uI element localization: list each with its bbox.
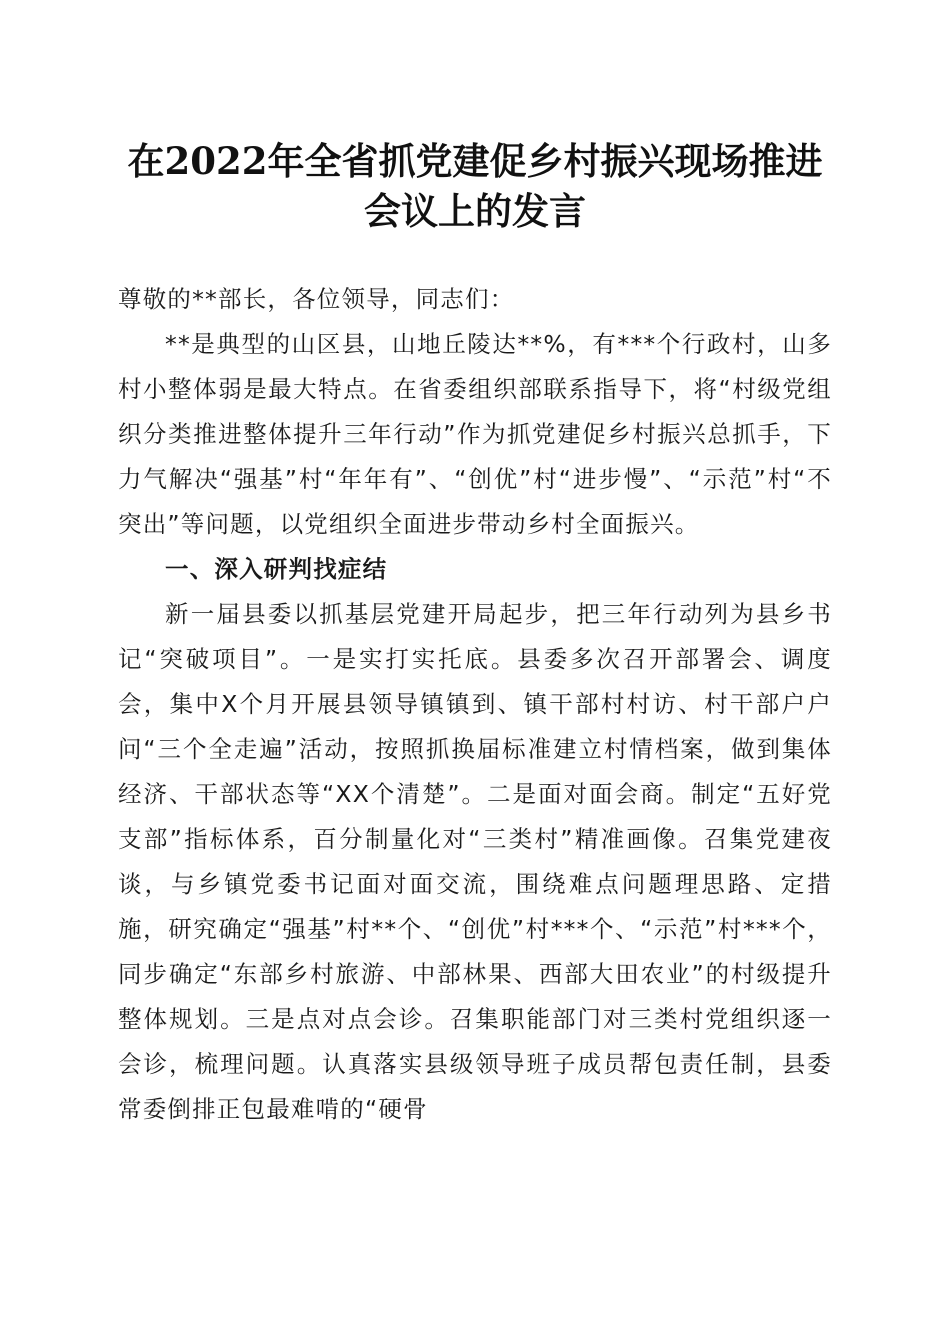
document-title: 在2022年全省抓党建促乡村振兴现场推进会议上的发言 (127, 139, 823, 233)
section-paragraph: 新一届县委以抓基层党建开局起步，把三年行动列为县乡书记“突破项目”。一是实打实托底。县委多次召开部署会、调度会，集中X个月开展县领导镇镇到、镇干部村村访、村干部户户问“三个全走遍”活动，按照抓换届标准建立村情档案，做到集体经济、干部状态等“XX个清楚”。二是面对面会商。制定“五好党支部”指标体系，百分制量化对“三类村”精准画像。召集党建夜谈，与乡镇党委书记面对面交流，围绕难点问题理思路、定措施，研究确定“强基”村**个、“创优”村***个、“示范”村***个，同步确定“东部乡村旅游、中部林果、西部大田农业”的村级提升整体规划。三是点对点会诊。召集职能部门对三类村党组织逐一会诊，梳理问题。认真落实县级领导班子成员帮包责任制，县委常委倒排正包最难啃的“硬骨 (118, 600, 832, 1123)
document-body (118, 277, 832, 1132)
salutation: 尊敬的**部长，各位领导，同志们： (118, 285, 515, 313)
intro-paragraph: **是典型的山区县，山地丘陵达**%，有***个行政村，山多村小整体弱是最大特点。在省委组织部联系指导下，将“村级党组织分类推进整体提升三年行动”作为抓党建促乡村振兴总抓手，下力气解决“强基”村“年年有”、“创优”村“进步慢”、“示范”村“不突出”等问题，以党组织全面进步带动乡村全面振兴。 (118, 330, 832, 538)
section-heading: 一、深入研判找症结 (165, 555, 388, 583)
